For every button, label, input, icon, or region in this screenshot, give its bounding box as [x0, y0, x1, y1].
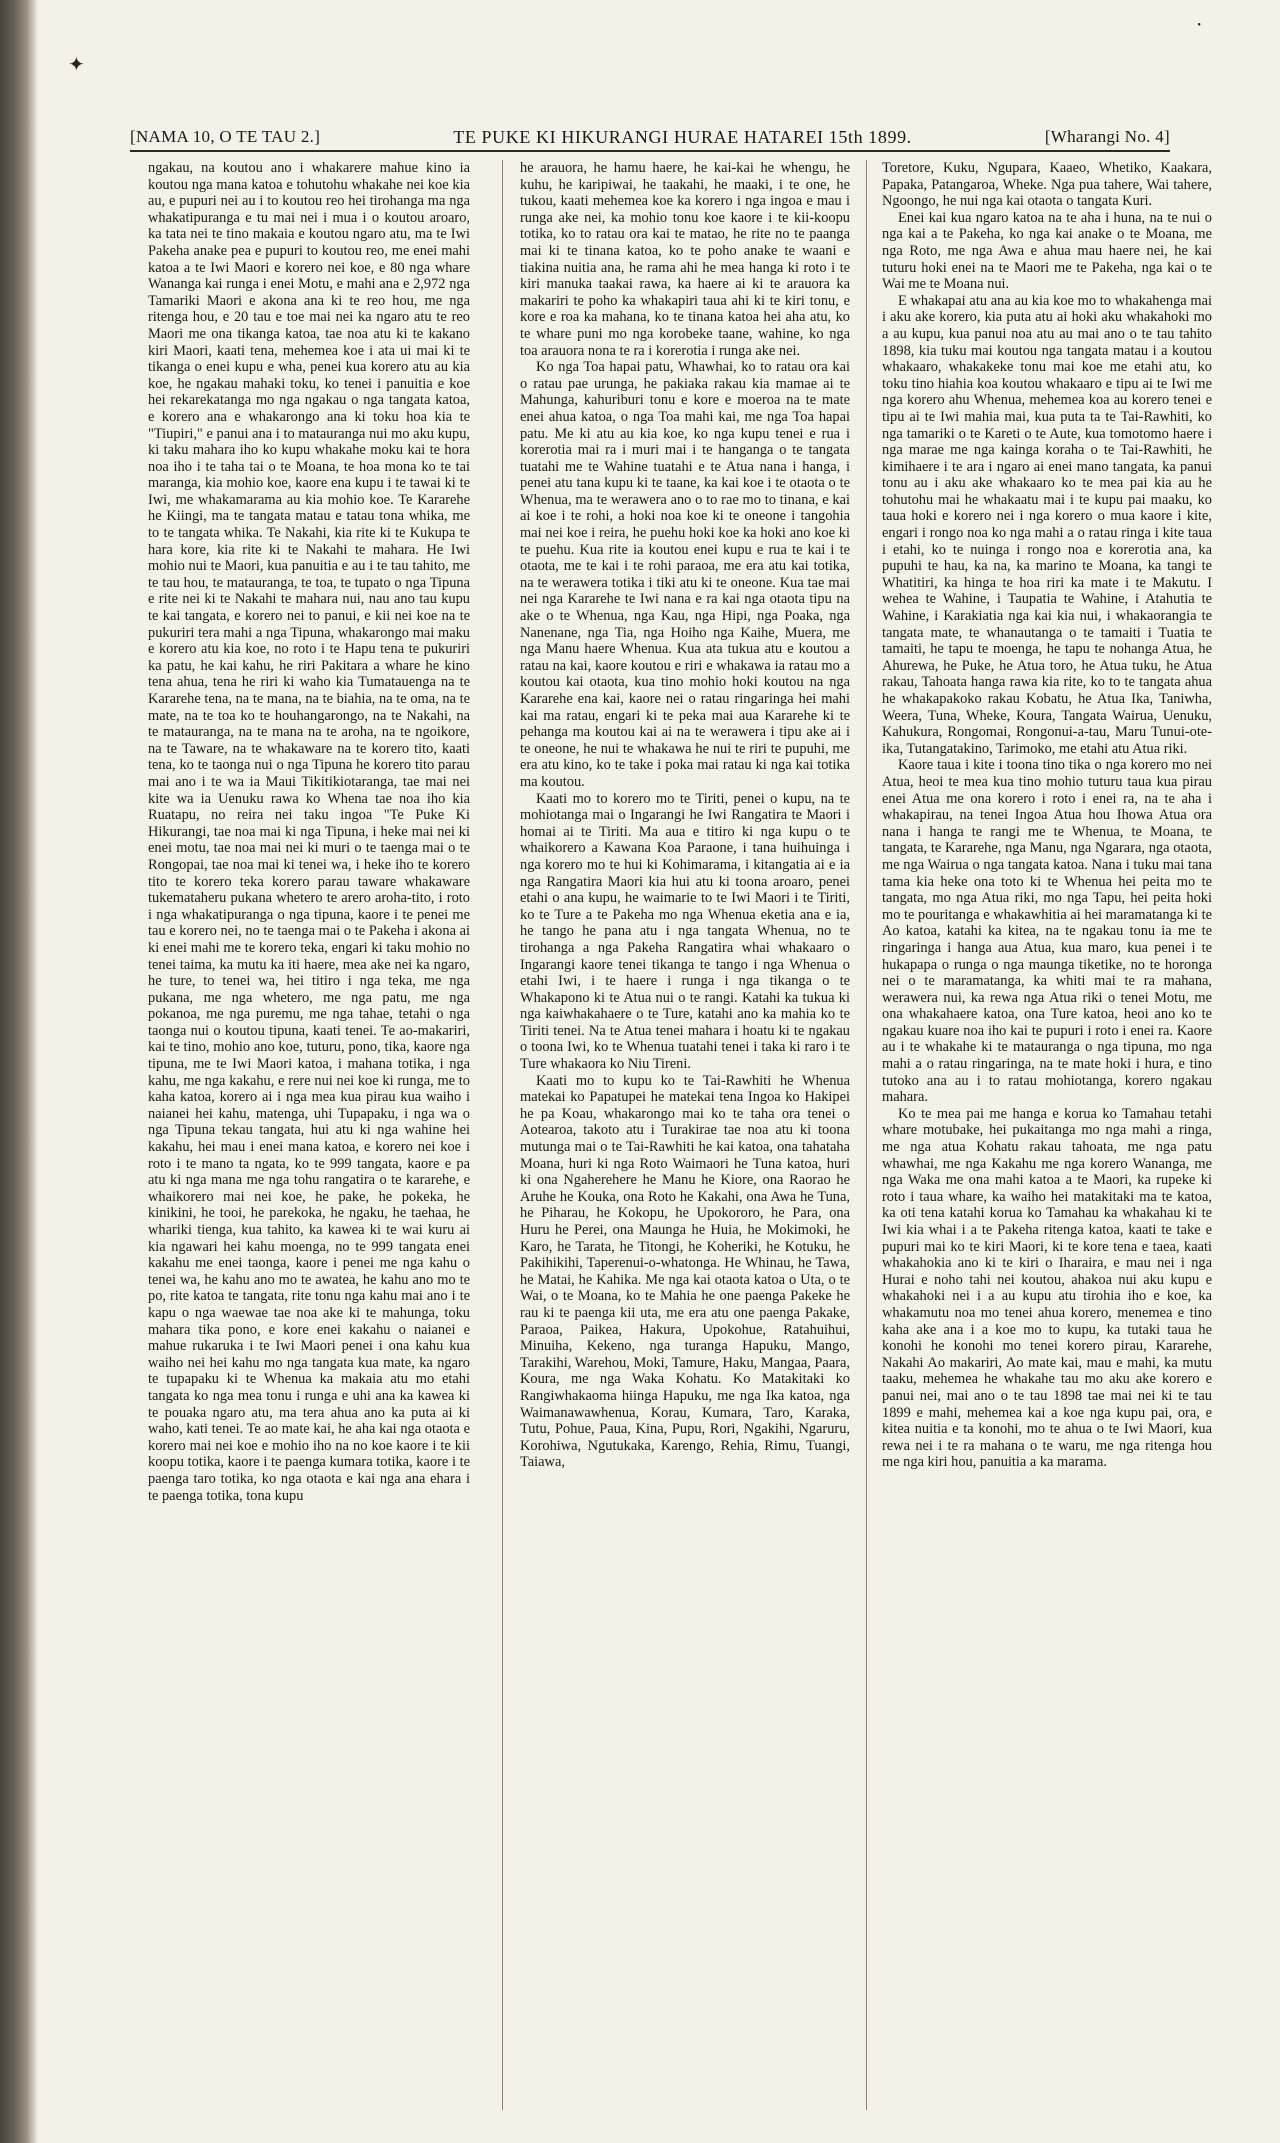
issue-number: [NAMA 10, O TE TAU 2.] — [130, 127, 321, 146]
paragraph: Kaore taua i kite i toona tino tika o nga korero mo nei Atua, heoi te mea kua tino mohio tuturu taua kua pirau enei Atua me ona korero i roto i enei ra, na te aha i whakapirau, na tenei Ingoa Atua hou Ihowa Atua ora nana i hanga te rangi me te Whenua, te Moana, te tangata, te Kararehe, nga Manu, nga Ngarara, nga otaota, me nga Wairua o nga tangata katoa. Nana i tuku mai tana tama kia heke ona toto ki te Whenua hei peita mo te tangata, mo nga Atua riki, mo nga Tapu, hei peita hoki mo te pouritanga e whakawhitia ai hei maramatanga ki te Ao katoa, katahi ka kitea, na te ngakau tonu ia me te ringaringa i hanga aua Atua, kua maro, kua penei i te hukapapa o runga o nga maunga tiketike, no te horonga nei o te maramatanga, ka whiti mai te ra mahana, werawera nui, ka rewa nga Atua riki o tenei Motu, me ona whakahaere katoa, ona Ture katoa, heoi ano ko te ngakau kuare noa iho kai te pupuri i roto i enei ra. Kaore au i te whakahe ki te matauranga o nga tipuna, mo nga mahi a o ratau ringaringa, na te mate hoki i hura, e tino tutoko ana au i to ratau mohiotanga, korero ngakau mahara. — [882, 757, 1212, 1106]
paragraph: Toretore, Kuku, Ngupara, Kaaeo, Whetiko, Kaakara, Papaka, Patangaroa, Wheke. Nga pua tahere, Wai tahere, Ngoongo, he nui nga kai otaota o tangata Kuri. — [882, 160, 1212, 210]
paragraph: Ko te mea pai me hanga e korua ko Tamahau tetahi whare motubake, hei pukaitanga mo nga mahi a ringa, me nga atua Kohatu rakau tahoata, me nga patu whawhai, me nga Kakahu me nga korero Wananga, me nga Waka me ona mahi katoa a te Maori, ka rupeke ki roto i taua whare, ka waiho hei matakitaki ma te katoa, ka oti tena katahi korua ko Tamahau ka whakahau ki te Iwi kia whai i a te Pakeha ritenga katoa, kaati te take e pupuri mai ko te kiri Maori, ki te kore tena e taea, kaati whakahokia ano ki te kiri o Iharaira, e mau nei i nga Hurai e noho tahi nei koutou, ahakoa nui aku kupu e whakahoki nei i a au kupu atu tirohia iho e koe, ka whakamutu noa mo tenei ahua korero, menemea e tino kaha ake ana i a koe mo to kupu, ka tutaki taua he konohi he konohi mo tenei korero pirau, Kararehe, Nakahi Ao makariri, Ao mate kai, mau e mahi, ka mutu taaku, mehemea he whakahe tau mo aku ake korero e panui nei, mai ano o te tau 1898 tae mai nei ki te tau 1899 e mahi, mehemea kai a koe nga kupu pai, ora, e kitea nuitia e ta konohi, mo te ahua o te Iwi Maori, kua rewa nei i te ra mahana o te waru, me nga ritenga hou me nga kiri hou, panuitia a ka marama. — [882, 1105, 1212, 1471]
paragraph: ngakau, na koutou ano i whakarere mahue kino ia koutou nga mana katoa e tohutohu whakahe nei koe kia au, e pupuri nei au i to koutou reo hei tirohanga ma nga whakatipuranga e tu mai nei i mua i o koutou aroaro, ka tata nei te tino makaia e koutou ngaro atu, ma te Iwi Pakeha anake pea e pupuri to koutou reo, me enei mahi katoa a te Iwi Maori e korero nei koe, e 80 nga whare Wananga kai runga i enei Motu, e mahi ana e 2,972 nga Tamariki Maori e akona ana ki te reo hou, me nga ritenga hou, e 20 tau e toe mai nei ka ngaro atu te reo Maori me ona tikanga katoa, tae noa atu ki te kakano kiri Maori, kaati tena, mehemea koe i ata ui mai ki te tikanga o enei kupu e wha, penei kua korero atu au kia koe, he ngakau mahaki toku, ko tenei i panuitia e koe hei rekarekatanga mo nga ngakau o nga tangata katoa, e korero ana e whakarongo ana ki toku hoa kia te "Tiupiri," e panui ana i to matauranga nui mo aku kupu, ki taku mahara iho ko kupu whakahe moku kai te hora noa iho i te taha tai o te Moana, te hoa mona ko te tai maranga, kia mohio koe, kaore ena kupu i te tawai ki te Iwi, me whakamarama au kia mohio koe. Te Kararehe he Kiingi, ma te tangata matau e tatau tona whika, me to te tangata whika. Te Nakahi, kia rite ki te Kukupa te hara kore, kia rite ki te Nakahi te mahara. He Iwi mohio nui te Maori, kua panuitia e au i te tau tahito, me te tau hou, te matauranga, te toa, te tupato o nga Tipuna e rite nei ki te Nakahi te mahara nui, nau ano tau kupu te kai tangata, e korero nei to panui, e kii nei koe na te pukuriri tera mahi a nga Tipuna, whakarongo mai maku e korero atu kia koe, no roto i te Hapu tena te pukuriri ka patu, he kai kahu, he riri Pakitara a whare he kino tena ahua, tena he riri ki waho kia Tumatauenga na te Kararehe tena, na te mana, na te biahia, na te oma, na te mate, na te toa ko te houhangarongo, na te Nakahi, na te matauranga, na te mana na te aroha, na te ngoikore, na te Taware, na te whakaware na te korero tito, kaati tena, ko te taonga nui o nga Tipuna he korero tito parau mai ano i te wa ia Maui Tikitikiotaranga, tae mai nei kite wa ia Uenuku rawa ko Whena tae noa iho kia Ruatapu, no reira nei taku ingoa "Te Puke Ki Hikurangi, tae noa mai ki nga Tipuna, i heke mai nei ki enei motu, tae noa mai nei ki muri o te taenga mai o te Rongopai, tae noa mai ki tenei wa, i heke iho te korero tito te korero teka korero parau taware whakaware tukemataheru pukana whetero te arero aroha-tito, i roto i nga whakatipuranga o nga tipuna, kaore i te penei me tau e korero nei, no te taenga mai o te Pakeha i akona ai ki enei mahi me te korero teka, engari ki taku mohio no tenei taima, ka mutu ka iti haere, mea ake nei ka ngaro, he ture, to tenei wa, hei titiro i nga teka, me nga pukana, me nga whetero, me nga patu, me nga pokanoa, me nga puremu, me nga tahae, tetahi o nga taonga nui o koutou tipuna, kaati tenei. Te ao-makariri, kai te tino, mohio ano koe, tuturu, pono, tika, kaore nga tipuna, me te Iwi Maori katoa, i mahana totika, i nga kahu, me nga kakahu, e rere nui nei koe ki runga, me to kaha katoa, korero ai i nga mea kua pirau kua waiho i naianei hei kahu, matenga, uhi Tupapaku, i nga wa o nga Tipuna tekau tangata, hui atu ki nga wahine hei kakahu, hei mau i enei mana katoa, e korero nei koe i roto i te mano ta ngata, ko te 999 tangata, kaore e pa atu ki nga mana me nga tohu rangatira o te kararehe, e whaikorero mai nei koe, he pake, he pokeka, he kinikini, he tooi, he parekoka, he ngaku, he taehaa, he whariki tienga, kua tahito, ka kawea ki te wai kuru ai kia ngawari hei kahu moenga, no te 999 tangata enei kakahu me enei taonga, kaore i penei me nga kahu o tenei wa, he kahu ano mo te awatea, he kahu ano mo te po, rite katoa te tangata, rite tonu nga kahu mai ano i te kapu o nga waewae tae noa ake ki te mahunga, toku mahara tika pono, e kore enei kakahu o naianei e mahue rukaruka i te Iwi Maori penei i ona kahu kua waiho nei hei kahu mo nga tangata kua mate, ka ngaro te tupapaku ki te Whenua ka makaia atu mo etahi tangata ko nga mea tonu i runga e uhi ana ka kawea ki te pouaka ngaro atu, ma tera ahua ano ka puta ai ki waho, kati tenei. Te ao mate kai, he aha kai nga otaota e korero mai nei koe e mohio iho na no koe kaore i te kii koopu totika, kaore i te paenga kumara totika, kaore i te paenga taro totika, ko nga otaota e kai nga ana ehara i te paenga totika, tona kupu — [148, 160, 470, 1504]
paragraph: Ko nga Toa hapai patu, Whawhai, ko to ratau ora kai o ratau pae urunga, he pakiaka rakau kia mamae ai te Mahunga, kahuriburi tonu e kore e moeroa na te mate enei ahua katoa, o nga Toa mahi kai, me nga Toa hapai patu. Me ki atu au kia koe, ko nga kupu tenei e rua i korerotia mai ra i muri mai i te hanganga o te tangata tuatahi me te Wahine tuatahi e te Atua nana i hanga, i penei atu tana kupu ki te taane, ka kai koe i te otaota o te Whenua, ma te werawera ano o to rae mo to tinana, e kai ai koe i te rohi, a hoki noa koe ki te oneone i tangohia mai nei koe i reira, he puehu hoki koe ka hoki ano koe ki te puehu. Kua rite ia koutou enei kupu e rua te kai i te otaota, me te kai i te rohi paraoa, me era atu kai totika, na te werawera totika i tiki atu ki te oneone. Kua tae mai nei nga Kararehe te Iwi nana e ra kai nga otaota tipu na ake o te Whenua, nga Kau, nga Hipi, nga Poaka, nga Nanenane, nga Tia, nga Hoiho nga Kaihe, Muera, me nga Manu haere Whenua. Kua ata tukua atu e koutou a ratau na kai, kaore koutou e riri e whakawa ia ratau mo a koutou kai otaota, kua tino mohio hoki koutou na nga Kararehe ena kai, kaore nei o ratau ringaringa hei mahi kai ma ratau, engari ki te peka mai aua Kararehe ki te pehanga ma koutou kai ai na te werawera i tipu ake ai i te oneone, he nui te whakawa he nui te riri te pupuhi, me era atu kino, ko te take i poka mai ratau ki nga kai totika ma koutou. — [520, 359, 850, 790]
corner-mark: · — [1196, 12, 1203, 36]
page-binding-edge — [0, 0, 38, 2143]
paragraph: E whakapai atu ana au kia koe mo to whakahenga mai i aku ake korero, kia puta atu ai hoki aku whakahoki mo a au kupu, kua panui noa atu au mai ano o te tau tahito 1898, kia tuku mai koutou nga tangata matau i a koutou whakaaro, whakakeke tonu mai koe me etahi atu, ko toku tino hiahia koa koutou whakaaro e tipu ai te Iwi me nga korero ahu Whenua, mehemea koa au korero tenei e tipu ai te Iwi mahia mai, kua puta ta te Tai-Rawhiti, ko nga tamariki o te Kareti o te Aute, kua tomotomo haere i nga marae me nga kainga koraha o te Tai-Rawhiti, he kimihaere i te ara i ngaro ai enei mano tangata, ka panui tonu au i aku ake whakaaro ko te mea pai kia au he tohutohu mai he whakaatu mai i te kupu pai maaku, ko taua hoki e korero nei i nga korero o mua kaore i kite, engari i rongo noa ko nga mahi a o ratau ringa i kite taua i etahi, ko te nuinga i rongo noa e korerotia ana, ka pupuhi te hau, ka na, ka marino te Moana, ka tangi te Whatitiri, ka hinga te hoa riri ka mate i te Makutu. I wehea te Wahine, i Taupatia te Wahine, i Atahutia te Wahine, i Karakiatia nga kai kia nui, i whakaorangia te tangata mate, te whanautanga o te tamaiti i Tuatia te tamaiti, he tapu te moenga, he tapu te nohanga Atua, he Ahurewa, he Puke, he Atua toro, he Atua tuku, he Atua rakau, Tahoata hanga rawa kia rite, ko to te tangata ahua he whakapakoko rakau Kobatu, he Atua Ika, Taniwha, Weera, Tuna, Wheke, Koura, Tangata Wairua, Uenuku, Kahukura, Rongomai, Rongonui-a-tau, Maru Tunui-ote-ika, Tutangatakino, Tarimoko, me etahi atu Atua riki. — [882, 292, 1212, 757]
article-column-1 — [148, 160, 470, 2120]
newspaper-title-date: TE PUKE KI HIKURANGI HURAE HATAREI 15th 1899. — [453, 126, 912, 147]
masthead — [130, 124, 1170, 150]
paragraph: Enei kai kua ngaro katoa na te aha i huna, na te nui o nga kai a te Pakeha, ko nga kai anake o te Moana, me nga Roto, me nga Awa e ahua mau haere nei, he kai tuturu hoki enei na te Maori me te Pakeha, nga kai o te Wai me te Moana nui. — [882, 209, 1212, 293]
page-number: [Wharangi No. 4] — [1044, 127, 1170, 146]
article-column-3 — [882, 160, 1212, 2120]
paragraph: Kaati mo to korero mo te Tiriti, penei o kupu, na te mohiotanga mai o Ingarangi he Iwi Rangatira te Maori i homai ai te Tiriti. Ma aua e titiro ki nga kupu o te whaikorero a Kawana Koa Paraone, i tana huihuinga i nga korero mo te hui ki Kohimarama, i kitangatia ai e ia nga Rangatira Maori kia hui atu ki toona aroaro, penei etahi o ana kupu, he waimarie to te Iwi Maori i te Tiriti, ko te Ture a te Pakeha mo nga Whenua eketia ana e ia, he tango he pana atu i nga tangata Whenua, no te tirohanga a nga Pakeha Rangatira whai whakaaro o Ingarangi kaore tenei tikanga te tango i nga Whenua o etahi Iwi, i te haere i runga i nga tikanga o te Whakapono ki te Atua nui o te rangi. Katahi ka tukua ki nga kaiwhakahaere o te Ture, katahi ano ka mahia ko te Tiriti tenei. Na te Atua tenei mahara i hoatu ki te ngakau o toona Iwi, ko te Whenua tuatahi tenei i taka ki raro i te Ture whakaora ko Niu Tireni. — [520, 790, 850, 1073]
article-column-2 — [520, 160, 850, 2120]
paragraph: he arauora, he hamu haere, he kai-kai he whengu, he kuhu, he karipiwai, he taakahi, he maaki, i te one, he tukou, kaati mehemea koe ka korero i nga ingoa e mau i runga ake nei, ka mohio tonu koe kaore i te kii-koopu totika, ko to ratau ora kai te matao, he rite no te paanga mai ki te tinana katoa, ko te poho anake te waani e tiakina nuitia ana, he rama ahi he mea hanga ki roto i te kiri manuka taakai rawa, ka haere ai ki te arauora ka makariri te poho ka whakapiri taua ahi ki te kiri tonu, e kore e roa ka mahana, ko te tinana katoa hei aha atu, ko te whare puni mo nga korobeke taane, wahine, ko nga toa arauora nona te ra i korerotia i runga ake nei. — [520, 160, 850, 359]
column-divider — [866, 160, 867, 2110]
corner-mark: ✦ — [68, 52, 85, 76]
column-divider — [502, 160, 503, 2110]
paragraph: Kaati mo to kupu ko te Tai-Rawhiti he Whenua matekai ko Papatupei he matekai tena Ingoa ko Hakipei he pa Koau, whakarongo mai ko te taha ora tenei o Aotearoa, takoto atu i Turakirae tae noa atu ki toona mutunga mai o te Tai-Rawhiti he kai katoa, ona tahataha Moana, huri ki nga Roto Waimaori he Tuna katoa, huri ki ona Ngaherehere he Manu he Kiore, ona Raorao he Aruhe he Kouka, ona Roto he Kakahi, ona Awa he Tuna, he Piharau, he Kokopu, he Upokororo, he Para, ona Huru he Perei, ona Maunga he Huia, he Mokimoki, he Karo, he Tarata, he Titongi, he Koheriki, he Kotuku, he Pakihikihi, Taperenui-o-whatonga. He Whinau, he Tawa, he Matai, he Kahika. Me nga kai otaota katoa o Uta, o te Wai, o te Moana, ko te Mahia he one paenga Pakeke he rau ki te paenga kii uta, me era atu one paenga Pakake, Paraoa, Paikea, Hakura, Upokohue, Ratahuihui, Minuiha, Kekeno, nga turanga Hapuku, Mango, Tarakihi, Warehou, Moki, Tamure, Haku, Mangaa, Paara, Koura, me nga Waka Kohatu. Ko Matakitaki ko Rangiwhakaoma hiinga Hapuku, me nga Ika katoa, nga Waimanawawhenua, Korau, Kumara, Taro, Karaka, Tutu, Pohue, Paua, Kina, Pupu, Rori, Ngakihi, Ngaruru, Korohiwa, Ngutukaka, Karengo, Rehia, Rimu, Tuangi, Taiawa, — [520, 1072, 850, 1471]
header-rule — [130, 150, 1170, 152]
